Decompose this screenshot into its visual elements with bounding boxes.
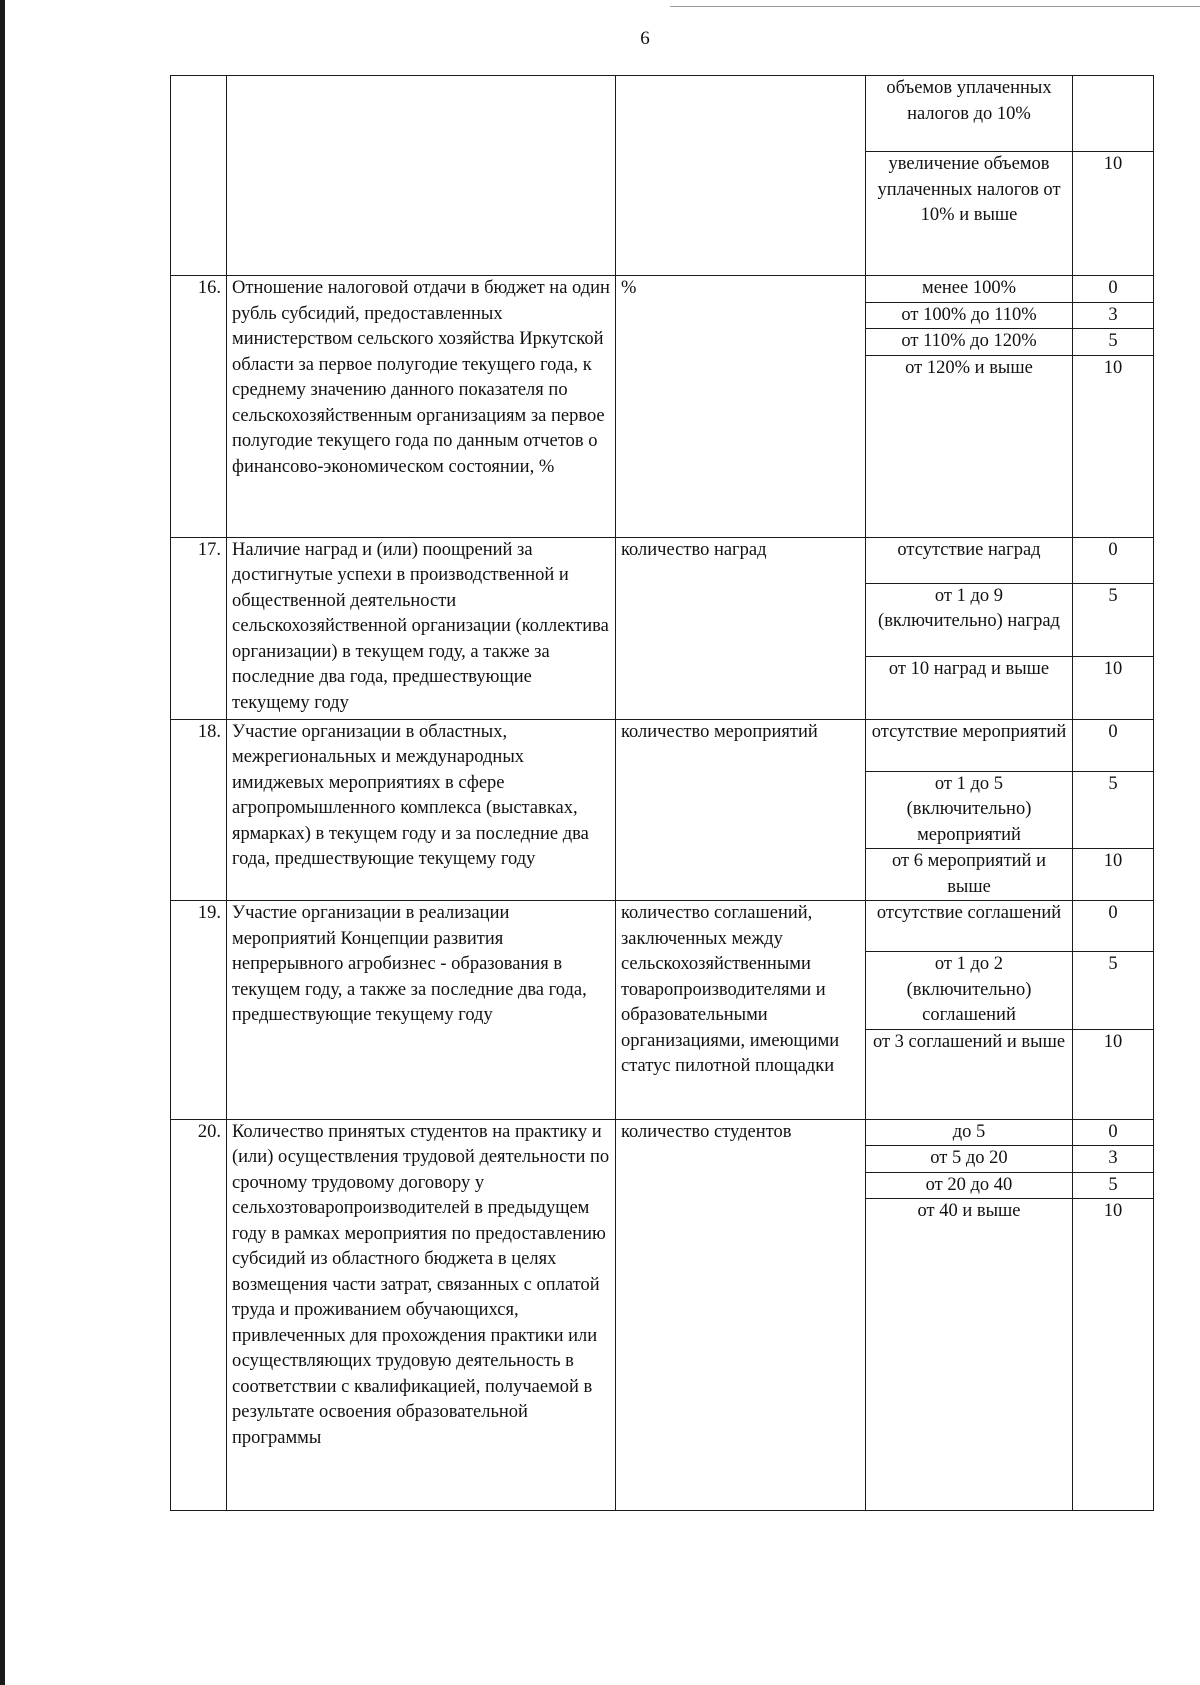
- points: 0: [1073, 537, 1154, 583]
- criterion-unit-text: количество соглашений, заключенных между сельскохозяйственными товаропроизводителями и образовательными организациями, имеющими статус пилотной площадки: [621, 903, 840, 1076]
- criterion-number-text: 20.: [197, 1121, 221, 1142]
- criterion-number-text: 17.: [197, 539, 221, 560]
- condition: от 110% до 120%: [866, 329, 1073, 356]
- criterion-number-text: 19.: [197, 903, 221, 923]
- criterion-name: [227, 537, 616, 719]
- condition: от 40 и выше: [866, 1199, 1073, 1511]
- criterion-unit: [616, 719, 866, 901]
- condition: до 5: [866, 1119, 1073, 1146]
- points: 10: [1073, 152, 1154, 276]
- criterion-number: [171, 1119, 227, 1511]
- scan-edge-top: [670, 6, 1200, 7]
- criterion-number: [171, 76, 227, 276]
- criteria-table-body: [171, 76, 1154, 1511]
- condition: от 5 до 20: [866, 1146, 1073, 1173]
- points: 10: [1073, 1199, 1154, 1511]
- criterion-number: [171, 719, 227, 901]
- criterion-number-text: 16.: [197, 278, 221, 298]
- criterion-unit-text: %: [621, 278, 637, 298]
- criteria-row: [171, 76, 1154, 152]
- condition: отсутствие мероприятий: [866, 719, 1073, 771]
- points: 5: [1073, 952, 1154, 1030]
- points: 5: [1073, 583, 1154, 656]
- condition: отсутствие соглашений: [866, 901, 1073, 952]
- condition: от 20 до 40: [866, 1172, 1073, 1199]
- points: 0: [1073, 901, 1154, 952]
- criteria-row: [171, 719, 1154, 771]
- criterion-name: [227, 276, 616, 538]
- condition: от 1 до 2 (включительно) соглашений: [866, 952, 1073, 1030]
- criterion-unit-text: количество наград: [621, 539, 767, 560]
- criteria-row: [171, 1119, 1154, 1146]
- condition: от 100% до 110%: [866, 302, 1073, 329]
- condition: увеличение объемов уплаченных налогов от 10% и выше: [866, 152, 1073, 276]
- criterion-name-text: Участие организации в реализации мероприятий Концепции развития непрерывного агробизнес - образования в текущем году, а также за последние два года, предшествующие текущему году: [232, 903, 587, 1025]
- criterion-name: [227, 719, 616, 901]
- criterion-unit: [616, 276, 866, 538]
- criterion-unit: [616, 76, 866, 276]
- condition: от 3 соглашений и выше: [866, 1029, 1073, 1119]
- points: 5: [1073, 771, 1154, 849]
- points: 10: [1073, 355, 1154, 537]
- points: 0: [1073, 1119, 1154, 1146]
- points: 5: [1073, 329, 1154, 356]
- points: 3: [1073, 302, 1154, 329]
- points: 10: [1073, 1029, 1154, 1119]
- condition: от 6 мероприятий и выше: [866, 849, 1073, 901]
- criterion-number-text: 18.: [197, 721, 221, 742]
- criterion-unit: [616, 1119, 866, 1511]
- points: 10: [1073, 849, 1154, 901]
- criterion-name-text: Наличие наград и (или) поощрений за достигнутые успехи в производственной и общественной деятельности сельскохозяйственной организации (коллектива организации) в текущем году, а также за последние два года, предшествующие текущему году: [232, 539, 609, 713]
- condition: от 1 до 5 (включительно) мероприятий: [866, 771, 1073, 849]
- condition: менее 100%: [866, 276, 1073, 303]
- scan-edge-left: [0, 0, 5, 1685]
- criterion-number: [171, 901, 227, 1120]
- condition: объемов уплаченных налогов до 10%: [866, 76, 1073, 152]
- criterion-name: [227, 1119, 616, 1511]
- criterion-name-text: Участие организации в областных, межрегиональных и международных имиджевых мероприятиях в сфере агропромышленного комплекса (выставках, ярмарках) в текущем году и за последние два года, предшествующие текущему году: [232, 721, 589, 869]
- condition: от 1 до 9 (включительно) наград: [866, 583, 1073, 656]
- criterion-number: [171, 537, 227, 719]
- points: 0: [1073, 276, 1154, 303]
- criterion-name-text: Отношение налоговой отдачи в бюджет на один рубль субсидий, предоставленных министерством сельского хозяйства Иркутской области за первое полугодие текущего года, к среднему значению данного показателя по сельскохозяйственным организациям за первое полугодие текущего года по данным отчетов о финансово-экономическом состоянии, %: [232, 278, 610, 477]
- criterion-number: [171, 276, 227, 538]
- criterion-unit: [616, 901, 866, 1120]
- criterion-unit-text: количество студентов: [621, 1121, 792, 1142]
- criterion-unit-text: количество мероприятий: [621, 721, 818, 742]
- criterion-name: [227, 901, 616, 1120]
- condition: от 10 наград и выше: [866, 656, 1073, 719]
- points: 10: [1073, 656, 1154, 719]
- criteria-row: [171, 537, 1154, 583]
- points: 3: [1073, 1146, 1154, 1173]
- page-number: 6: [640, 28, 650, 49]
- condition: отсутствие наград: [866, 537, 1073, 583]
- points: 5: [1073, 1172, 1154, 1199]
- criteria-row: [171, 276, 1154, 303]
- criterion-unit: [616, 537, 866, 719]
- criteria-row: [171, 901, 1154, 952]
- condition: от 120% и выше: [866, 355, 1073, 537]
- points: 0: [1073, 719, 1154, 771]
- criterion-name-text: Количество принятых студентов на практику и (или) осуществления трудовой деятельности по срочному трудовому договору у сельхозтоваропроизводителей в предыдущем году в рамках мероприятия по предоставлению субсидий из областного бюджета в целях возмещения части затрат, связанных с оплатой труда и проживанием обучающихся, привлеченных для прохождения практики или осуществляющих трудовую деятельность в соответствии с квалификацией, получаемой в результате освоения образовательной программы: [232, 1121, 610, 1448]
- criteria-table: [170, 75, 1154, 1511]
- criterion-name: [227, 76, 616, 276]
- points: [1073, 76, 1154, 152]
